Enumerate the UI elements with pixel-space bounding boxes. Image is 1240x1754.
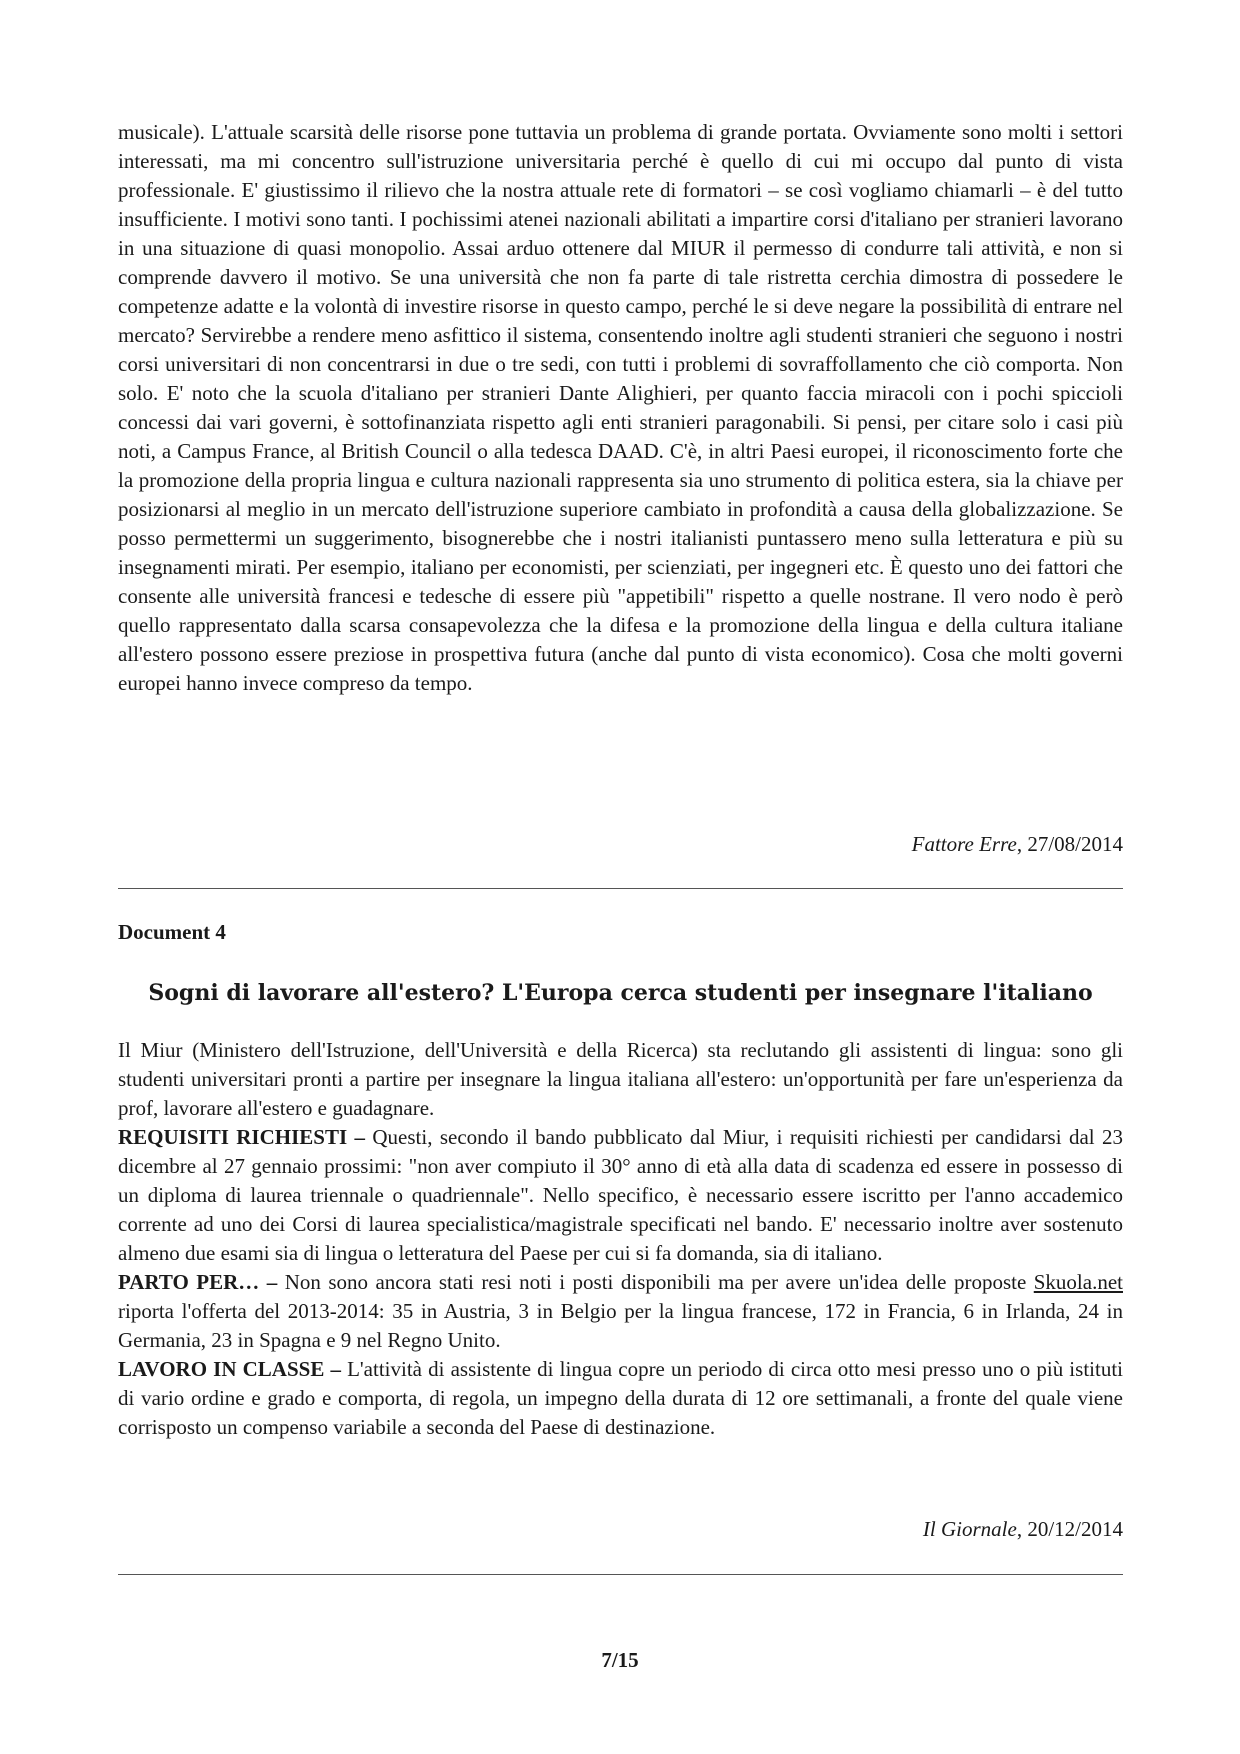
document-3-source-name: Fattore Erre xyxy=(911,832,1017,856)
page-number: 7/15 xyxy=(601,1648,639,1672)
document-3-continuation xyxy=(118,118,1123,698)
divider-line-bottom xyxy=(118,1574,1123,1575)
section-parto-per-text-b: riporta l'offerta del 2013-2014: 35 in Austria, 3 in Belgio per la lingua francese, 172 in Francia, 6 in Irlanda, 24 in Germania, 23 in Spagna e 9 nel Regno Unito. xyxy=(118,1299,1123,1352)
document-4-source-date: , 20/12/2014 xyxy=(1016,1517,1123,1541)
document-3-body: musicale). L'attuale scarsità delle risorse pone tuttavia un problema di grande portata. Ovviamente sono molti i settori interessati, ma mi concentro sull'istruzione universitaria perché è quello di cui mi occupo dal punto di vista professionale. E' giustissimo il rilievo che la nostra attuale rete di formatori – se così vogliamo chiamarli – è del tutto insufficiente. I motivi sono tanti. I pochissimi atenei nazionali abilitati a impartire corsi d'italiano per stranieri lavorano in una situazione di quasi monopolio. Assai arduo ottenere dal MIUR il permesso di condurre tali attività, e non si comprende davvero il motivo. Se una università che non fa parte di tale ristretta cerchia dimostra di possedere le competenze adatte e la volontà di investire risorse in questo campo, perché le si deve negare la possibilità di entrare nel mercato? Servirebbe a rendere meno asfittico il sistema, consentendo inoltre agli studenti stranieri che seguono i nostri corsi universitari di non concentrarsi in due o tre sedi, con tutti i problemi di sovraffollamento che ciò comporta. Non solo. E' noto che la scuola d'italiano per stranieri Dante Alighieri, per quanto faccia miracoli con i pochi spiccioli concessi dai vari governi, è sottofinanziata rispetto agli enti stranieri paragonabili. Si pensi, per citare solo i casi più noti, a Campus France, al British Council o alla tedesca DAAD. C'è, in altri Paesi europei, il riconoscimento forte che la promozione della propria lingua e cultura nazionali rappresenta sia uno strumento di politica estera, sia la chiave per posizionarsi al meglio in un mercato dell'istruzione superiore cambiato in profondità a causa della globalizzazione. Se posso permettermi un suggerimento, bisognerebbe che i nostri italianisti puntassero meno sulla letteratura e più su insegnamenti mirati. Per esempio, italiano per economisti, per scienziati, per ingegneri etc. È questo uno dei fattori che consente alle università francesi e tedesche di essere più "appetibili" rispetto a quelle nostrane. Il vero nodo è però quello rappresentato dalla scarsa consapevolezza che la difesa e la promozione della lingua e della cultura italiane all'estero possono essere preziose in prospettiva futura (anche dal punto di vista economico). Cosa che molti governi europei hanno invece compreso da tempo. xyxy=(118,120,1123,695)
document-4-label: Document 4 xyxy=(118,920,226,944)
document-4-body xyxy=(118,1036,1123,1442)
document-3-source xyxy=(118,830,1123,859)
section-lavoro-text: L'attività di assistente di lingua copre un periodo di circa otto mesi presso uno o più istituti di vario ordine e grado e comporta, di regola, un impegno della durata di 12 ore settimanali, a fronte del quale viene corrisposto un compenso variabile a seconda del Paese di destinazione. xyxy=(118,1357,1123,1439)
section-requisiti-heading: REQUISITI RICHIESTI – xyxy=(118,1125,366,1149)
document-4-title: Sogni di lavorare all'estero? L'Europa cerca studenti per insegnare l'italiano xyxy=(148,980,1093,1006)
section-parto-per-text-a: Non sono ancora stati resi noti i posti disponibili ma per avere un'idea delle proposte xyxy=(277,1270,1034,1294)
section-requisiti xyxy=(118,1123,1123,1268)
section-parto-per xyxy=(118,1268,1123,1355)
document-4-source-name: Il Giornale xyxy=(922,1517,1017,1541)
section-requisiti-text: Questi, secondo il bando pubblicato dal Miur, i requisiti richiesti per candidarsi dal 23 dicembre al 27 gennaio prossimi: "non aver compiuto il 30° anno di età alla data di scadenza ed essere in possesso di un diploma di laurea triennale o quadriennale". Nello specifico, è necessario essere iscritto per l'anno accademico corrente ad uno dei Corsi di laurea specialistica/magistrale specificati nel bando. E' necessario inoltre aver sostenuto almeno due esami sia di lingua o letteratura del Paese per cui si fa domanda, sia di italiano. xyxy=(118,1125,1123,1265)
section-lavoro-heading: LAVORO IN CLASSE – xyxy=(118,1357,341,1381)
document-4-source xyxy=(118,1515,1123,1544)
section-lavoro-in-classe xyxy=(118,1355,1123,1442)
document-4-intro: Il Miur (Ministero dell'Istruzione, dell'Università e della Ricerca) sta reclutando gli assistenti di lingua: sono gli studenti universitari pronti a partire per insegnare la lingua italiana all'estero: un'opportunità per fare un'esperienza da prof, lavorare all'estero e guadagnare. xyxy=(118,1038,1123,1120)
divider-line xyxy=(118,888,1123,889)
section-parto-per-heading: PARTO PER… – xyxy=(118,1270,278,1294)
document-3-source-date: , 27/08/2014 xyxy=(1016,832,1123,856)
skuola-link[interactable]: Skuola.net xyxy=(1033,1270,1123,1294)
